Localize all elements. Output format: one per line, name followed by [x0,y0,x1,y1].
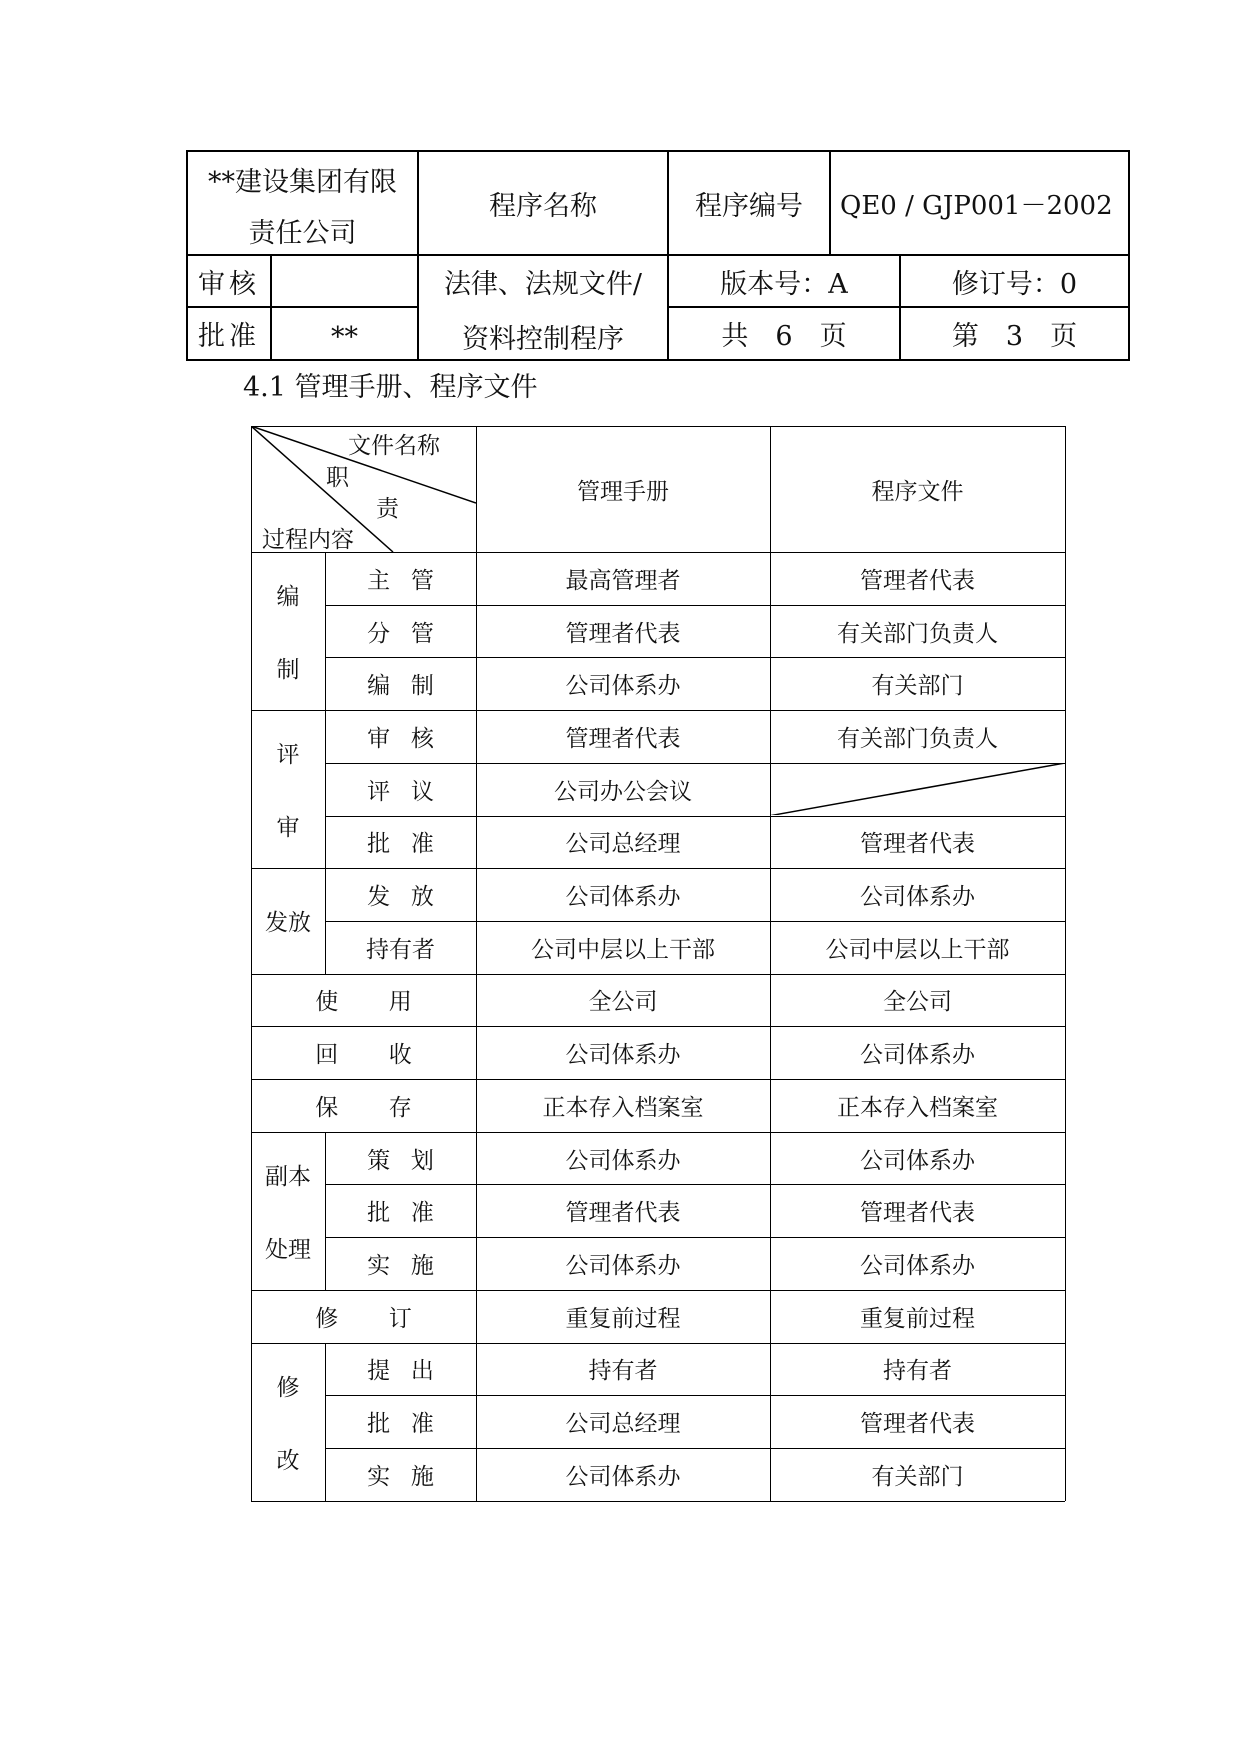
cell-manual: 公司总经理 [565,1411,681,1438]
row-sub-label-text: 策划 [367,1147,455,1174]
table-rule [325,657,1065,658]
table-rule [476,426,477,1501]
row-sub-label [325,868,476,921]
table-rule [251,1290,1065,1291]
cell-manual: 公司总经理 [565,831,681,858]
corner-label-process: 过程内容 [262,527,354,553]
row-sub-label [325,710,476,763]
page-number: 第 3 页 [951,321,1078,352]
table-rule [251,552,1065,553]
group-label-part: 编 [276,584,300,610]
table-rule [325,921,1065,922]
cell-manual: 管理者代表 [565,725,681,752]
row-label-text: 保存 [315,1094,463,1121]
table-rule [251,1343,1065,1344]
row-sub-label [325,921,476,974]
cell-manual: 最高管理者 [565,567,681,594]
approve-value: ** [331,322,358,353]
table-rule [251,974,1065,975]
cell-manual: 正本存入档案室 [542,1094,704,1121]
table-rule [251,426,252,1501]
table-rule [251,868,1065,869]
cell-procedure: 公司体系办 [860,1147,975,1174]
row-sub-label-text: 发放 [367,884,455,911]
table-rule [251,1079,1065,1080]
row-sub-label-text: 主管 [367,567,455,594]
table-rule [325,1132,326,1290]
table-rule [325,1395,1065,1396]
group-label [251,1132,325,1290]
cell-manual: 管理者代表 [565,1200,681,1227]
revision-number: 修订号：0 [951,268,1078,300]
cell-procedure: 公司体系办 [860,884,975,911]
cell-manual: 公司体系办 [565,1042,681,1069]
corner-label-document-name: 文件名称 [348,433,440,459]
row-label-text: 回收 [315,1042,463,1069]
table-rule [770,426,771,1501]
cell-manual: 公司体系办 [565,1147,681,1174]
cell-procedure: 管理者代表 [860,1411,975,1438]
row-sub-label [325,605,476,658]
cell-manual: 管理者代表 [565,620,681,647]
corner-label-duty-1: 职 [326,465,349,491]
cell-procedure: 公司体系办 [860,1252,975,1279]
row-sub-label [325,552,476,605]
group-label-part: 改 [276,1447,300,1474]
row-sub-label-text: 批准 [367,831,455,858]
group-label [251,710,325,868]
cell-manual: 公司中层以上干部 [531,936,715,963]
cell-manual: 公司体系办 [565,884,681,911]
row-sub-label-text: 批准 [367,1411,455,1438]
group-label-part: 评 [276,742,300,769]
program-no-value: QE0 / GJP001－2002 [840,190,1113,221]
cell-procedure: 管理者代表 [860,1200,975,1227]
cell-manual: 公司体系办 [565,673,681,700]
company-name-line1: **建设集团有限 [208,167,397,198]
row-sub-label [325,1343,476,1396]
row-label-text: 修订 [315,1305,463,1332]
row-sub-label [325,763,476,816]
row-label [251,1079,476,1132]
table-rule [325,605,1065,606]
document-title [419,262,667,356]
group-label-part: 发放 [265,910,311,937]
group-label-part: 修 [276,1374,300,1401]
row-label-text: 使用 [315,989,463,1016]
cell-manual: 公司体系办 [565,1463,681,1490]
cell-procedure: 持有者 [883,1358,952,1385]
group-label-part: 副本 [265,1163,311,1190]
company-name-line2: 责任公司 [248,218,357,249]
group-label [251,1343,325,1501]
cell-manual: 全公司 [588,989,658,1016]
company-name [188,160,417,250]
cell-procedure: 公司体系办 [860,1042,975,1069]
row-sub-label-text: 持有者 [366,936,435,963]
document-title-line1: 法律、法规文件/ [443,269,643,300]
column-header-procedure: 程序文件 [871,478,964,505]
row-sub-label-text: 分管 [367,620,455,647]
approve-label: 批准 [198,321,260,352]
table-rule [325,816,1065,817]
row-sub-label-text: 编制 [367,673,455,700]
row-sub-label [325,1184,476,1237]
document-title-line2: 资料控制程序 [462,324,624,355]
row-sub-label [325,816,476,869]
table-rule [325,552,326,710]
row-sub-label-text: 实施 [367,1252,455,1279]
group-label-part: 处理 [265,1236,311,1263]
table-rule [325,1448,1065,1449]
table-rule [325,710,326,868]
row-sub-label-text: 提出 [367,1358,455,1385]
group-label [251,552,325,710]
row-sub-label [325,1237,476,1290]
row-sub-label [325,1395,476,1448]
cell-procedure: 有关部门 [871,673,964,700]
program-name-label: 程序名称 [489,190,597,222]
cell-procedure: 有关部门负责人 [837,620,998,647]
cell-procedure: 管理者代表 [860,831,975,858]
cell-procedure: 全公司 [883,989,952,1016]
cell-procedure: 公司中层以上干部 [825,936,1010,963]
group-label-part: 审 [276,815,300,842]
table-rule [325,763,1065,764]
row-sub-label-text: 审核 [367,725,455,752]
row-sub-label-text: 实施 [367,1463,455,1490]
cell-procedure: 有关部门负责人 [837,725,998,752]
column-header-manual: 管理手册 [577,478,669,505]
table-rule [251,1132,1065,1133]
table-rule [251,710,1065,711]
cell-procedure: 管理者代表 [860,567,975,594]
empty-cell-slash [770,763,1065,816]
row-sub-label-text: 批准 [367,1200,455,1227]
table-rule [251,426,1065,427]
total-pages: 共 6 页 [721,321,847,352]
cell-procedure: 有关部门 [871,1463,964,1490]
row-sub-label [325,1132,476,1185]
row-sub-label [325,657,476,710]
table-rule [325,1343,326,1501]
cell-procedure: 正本存入档案室 [837,1094,998,1121]
program-no-label: 程序编号 [695,190,803,222]
group-label-part: 制 [276,657,300,684]
row-sub-label [325,1448,476,1501]
row-sub-label-text: 评议 [367,778,455,805]
table-rule [325,1237,1065,1238]
cell-manual: 公司办公会议 [554,778,692,805]
table-rule [325,1184,1065,1185]
cell-manual: 公司体系办 [565,1252,681,1279]
corner-label-duty-2: 责 [376,496,399,522]
section-title: 4.1 管理手册、程序文件 [243,372,538,403]
version-number: 版本号：A [720,268,848,300]
row-label [251,974,476,1027]
table-rule [1065,426,1066,1501]
cell-procedure: 重复前过程 [860,1305,975,1332]
row-label [251,1026,476,1079]
group-label [251,868,325,973]
cell-manual: 持有者 [588,1358,658,1385]
review-label: 审核 [198,268,260,300]
table-rule [251,1501,1065,1502]
table-rule [251,1026,1065,1027]
cell-manual: 重复前过程 [565,1305,681,1332]
row-label [251,1290,476,1343]
